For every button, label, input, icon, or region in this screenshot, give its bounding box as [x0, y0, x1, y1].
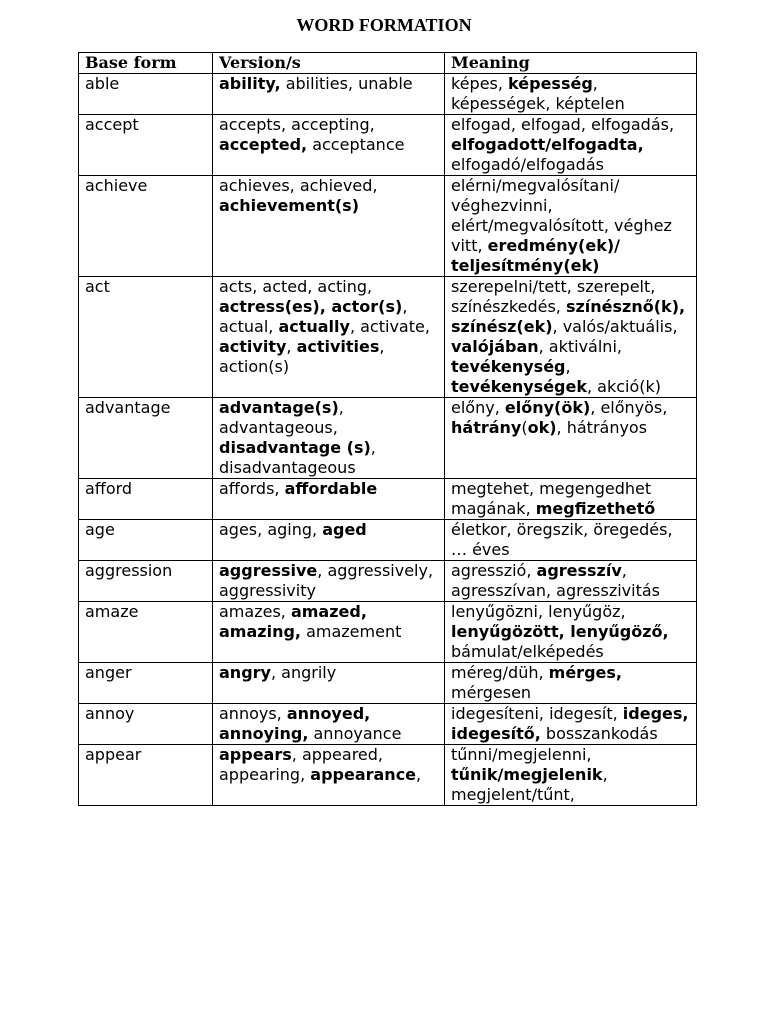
table-row [79, 663, 697, 704]
text-segment: , képességek, képtelen [451, 74, 625, 113]
document-title: WORD FORMATION [296, 15, 472, 35]
cell-versions [213, 479, 445, 520]
text-segment: , aggressively, aggressivity [219, 561, 434, 600]
header-meaning: Meaning [445, 53, 697, 74]
bold-term: disadvantage (s) [219, 438, 371, 457]
cell-versions [213, 561, 445, 602]
bold-term: valójában [451, 337, 539, 356]
table-row [79, 74, 697, 115]
text-segment: , actual, [219, 297, 408, 336]
text-segment: , activate, [349, 317, 430, 336]
bold-term: affordable [284, 479, 378, 498]
cell-meaning [445, 398, 697, 479]
cell-versions [213, 663, 445, 704]
text-segment: megtehet, megengedhet magának, [451, 479, 652, 518]
cell-base-form: annoy [79, 704, 213, 745]
table-row [79, 398, 697, 479]
bold-term: eredmény(ek)/ teljesítmény(ek) [451, 236, 620, 275]
table-row [79, 745, 697, 806]
text-segment: bosszankodás [540, 724, 658, 743]
text-segment: elfogadó/elfogadás [451, 155, 604, 174]
bold-term: megfizethető [535, 499, 656, 518]
text-segment: , valós/aktuális, [552, 317, 678, 336]
bold-term: tevékenységek [451, 377, 587, 396]
bold-term: hátrány [451, 418, 522, 437]
text-segment: , disadvantageous [219, 438, 376, 477]
text-segment: előny, [451, 398, 505, 417]
cell-versions [213, 74, 445, 115]
text-segment: amazement [300, 622, 402, 641]
text-segment: , agresszívan, agresszivitás [451, 561, 661, 600]
table-row [79, 479, 697, 520]
bold-term: activity [219, 337, 287, 356]
text-segment: idegesíteni, idegesít, [451, 704, 623, 723]
text-segment: abilities, unable [280, 74, 413, 93]
bold-term: aged [322, 520, 367, 539]
text-segment: achieves, achieved, [219, 176, 378, 195]
bold-term: actually [278, 317, 350, 336]
text-segment: , előnyös, [590, 398, 668, 417]
text-segment: bámulat/elképedés [451, 642, 604, 661]
cell-meaning [445, 602, 697, 663]
cell-meaning [445, 561, 697, 602]
text-segment: amazes, [219, 602, 291, 621]
text-segment: , action(s) [219, 337, 385, 376]
header-base-form: Base form [79, 53, 213, 74]
bold-term: mérges, [548, 663, 622, 682]
text-segment: , advantageous, [219, 398, 344, 437]
cell-base-form: appear [79, 745, 213, 806]
cell-base-form: aggression [79, 561, 213, 602]
bold-term: aggressive [219, 561, 318, 580]
bold-term: elfogadott/elfogadta, [451, 135, 644, 154]
bold-term: achievement(s) [219, 196, 359, 215]
table-row [79, 704, 697, 745]
text-segment: , angrily [270, 663, 337, 682]
cell-versions [213, 520, 445, 561]
header-versions: Version/s [213, 53, 445, 74]
bold-term: tevékenység [451, 357, 566, 376]
bold-term: színésznő(k), színész(ek) [451, 297, 686, 336]
bold-term: ideges, idegesítő, [451, 704, 689, 743]
text-segment: annoys, [219, 704, 287, 723]
text-segment: tűnni/megjelenni, [451, 745, 592, 764]
bold-term: appearance [310, 765, 417, 784]
cell-base-form: act [79, 277, 213, 398]
cell-meaning [445, 704, 697, 745]
cell-versions [213, 745, 445, 806]
text-segment: , akció(k) [586, 377, 662, 396]
text-segment: , [416, 765, 422, 784]
table-row [79, 115, 697, 176]
text-segment: acceptance [307, 135, 405, 154]
text-segment: méreg/düh, [451, 663, 549, 682]
cell-versions [213, 277, 445, 398]
bold-term: agresszív [536, 561, 622, 580]
bold-term: amazed, amazing, [219, 602, 367, 641]
text-segment: , megjelent/tűnt, [451, 765, 608, 804]
bold-term: appears [219, 745, 292, 764]
bold-term: angry [219, 663, 271, 682]
table-row [79, 176, 697, 277]
cell-versions [213, 398, 445, 479]
cell-base-form: able [79, 74, 213, 115]
table-row [79, 277, 697, 398]
text-segment: accepts, accepting, [219, 115, 375, 134]
text-segment: életkor, öregszik, öregedés, … éves [451, 520, 673, 559]
cell-base-form: amaze [79, 602, 213, 663]
bold-term: activities [296, 337, 380, 356]
cell-meaning [445, 663, 697, 704]
text-segment: szerepelni/tett, szerepelt, színészkedés, [451, 277, 656, 316]
cell-base-form: afford [79, 479, 213, 520]
bold-term: előny(ök) [504, 398, 591, 417]
text-segment: affords, [219, 479, 285, 498]
table-row [79, 602, 697, 663]
cell-versions [213, 115, 445, 176]
cell-meaning [445, 74, 697, 115]
bold-term: accepted, [219, 135, 308, 154]
text-segment: mérgesen [451, 683, 532, 702]
cell-versions [213, 602, 445, 663]
text-segment: acts, acted, acting, [219, 277, 373, 296]
word-formation-table [78, 52, 697, 806]
header-row [79, 53, 697, 74]
text-segment: elérni/megvalósítani/ véghezvinni, elért/megvalósított, véghez vitt, [451, 176, 672, 255]
table-body [79, 74, 697, 806]
bold-term: képesség [508, 74, 593, 93]
text-segment: , hátrányos [556, 418, 648, 437]
table-row [79, 520, 697, 561]
text-segment: , aktiválni, [538, 337, 622, 356]
text-segment: agresszió, [451, 561, 537, 580]
cell-base-form: achieve [79, 176, 213, 277]
cell-meaning [445, 277, 697, 398]
table-row [79, 561, 697, 602]
cell-meaning [445, 520, 697, 561]
text-segment: elfogad, elfogad, elfogadás, [451, 115, 675, 134]
cell-meaning [445, 115, 697, 176]
text-segment: , [565, 357, 571, 376]
cell-versions [213, 704, 445, 745]
bold-term: actress(es), actor(s) [219, 297, 403, 316]
bold-term: ability, [219, 74, 281, 93]
bold-term: ok) [527, 418, 557, 437]
cell-meaning [445, 745, 697, 806]
text-segment: , appeared, appearing, [219, 745, 384, 784]
text-segment: ages, aging, [219, 520, 323, 539]
cell-base-form: anger [79, 663, 213, 704]
cell-meaning [445, 176, 697, 277]
text-segment: annoyance [308, 724, 402, 743]
cell-base-form: advantage [79, 398, 213, 479]
cell-base-form: age [79, 520, 213, 561]
text-segment: , [286, 337, 297, 356]
cell-meaning [445, 479, 697, 520]
text-segment: ( [521, 418, 528, 437]
bold-term: annoyed, annoying, [219, 704, 371, 743]
cell-base-form: accept [79, 115, 213, 176]
text-segment: képes, [451, 74, 509, 93]
text-segment: lenyűgözni, lenyűgöz, [451, 602, 626, 621]
bold-term: lenyűgözött, lenyűgöző, [451, 622, 669, 641]
cell-versions [213, 176, 445, 277]
bold-term: tűnik/megjelenik [451, 765, 603, 784]
bold-term: advantage(s) [219, 398, 339, 417]
